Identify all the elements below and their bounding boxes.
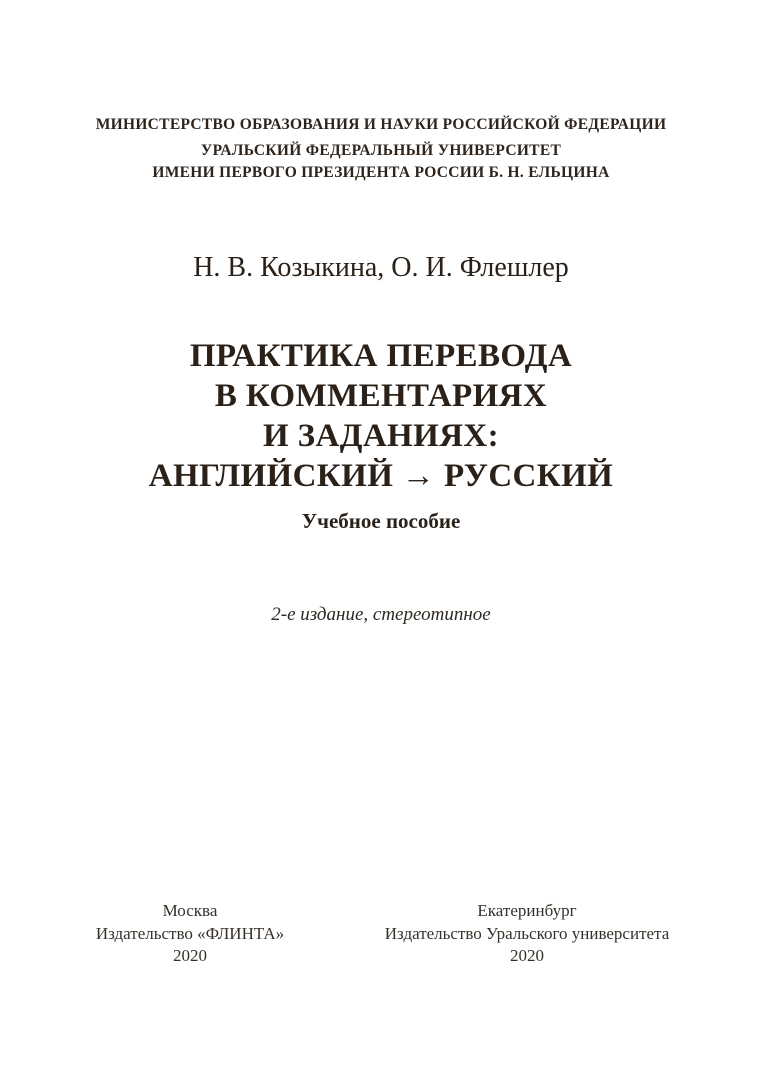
university-line: УРАЛЬСКИЙ ФЕДЕРАЛЬНЫЙ УНИВЕРСИТЕТ (200, 142, 562, 159)
authors: Н. В. Козыкина, О. И. Флешлер (193, 252, 569, 283)
book-title-line-4: АНГЛИЙСКИЙ → РУССКИЙ (148, 458, 614, 494)
imprint-ekaterinburg-city: Екатеринбург (477, 901, 577, 920)
imprint-ekaterinburg (357, 900, 697, 968)
imprint-moscow-publisher: Издательство «ФЛИНТА» (95, 923, 285, 943)
book-title-line-3: И ЗАДАНИЯХ: (262, 418, 500, 454)
imprint-moscow-city: Москва (162, 901, 218, 920)
edition-note: 2-е издание, стереотипное (271, 604, 491, 625)
ministry-line: МИНИСТЕРСТВО ОБРАЗОВАНИЯ И НАУКИ РОССИЙСКОЙ ФЕДЕРАЦИИ (95, 116, 667, 133)
imprint-ekaterinburg-year: 2020 (510, 946, 544, 965)
imprint-moscow (40, 900, 340, 968)
subtitle: Учебное пособие (301, 509, 461, 533)
imprint-moscow-year: 2020 (173, 946, 207, 965)
university-name-line: ИМЕНИ ПЕРВОГО ПРЕЗИДЕНТА РОССИИ Б. Н. ЕЛЬЦИНА (152, 164, 610, 181)
book-title-line-2: В КОММЕНТАРИЯХ (214, 378, 548, 414)
ministry-header (0, 114, 762, 184)
imprint-ekaterinburg-publisher: Издательство Уральского университета (384, 923, 670, 943)
book-title (0, 336, 762, 496)
book-title-line-1: ПРАКТИКА ПЕРЕВОДА (189, 338, 573, 374)
